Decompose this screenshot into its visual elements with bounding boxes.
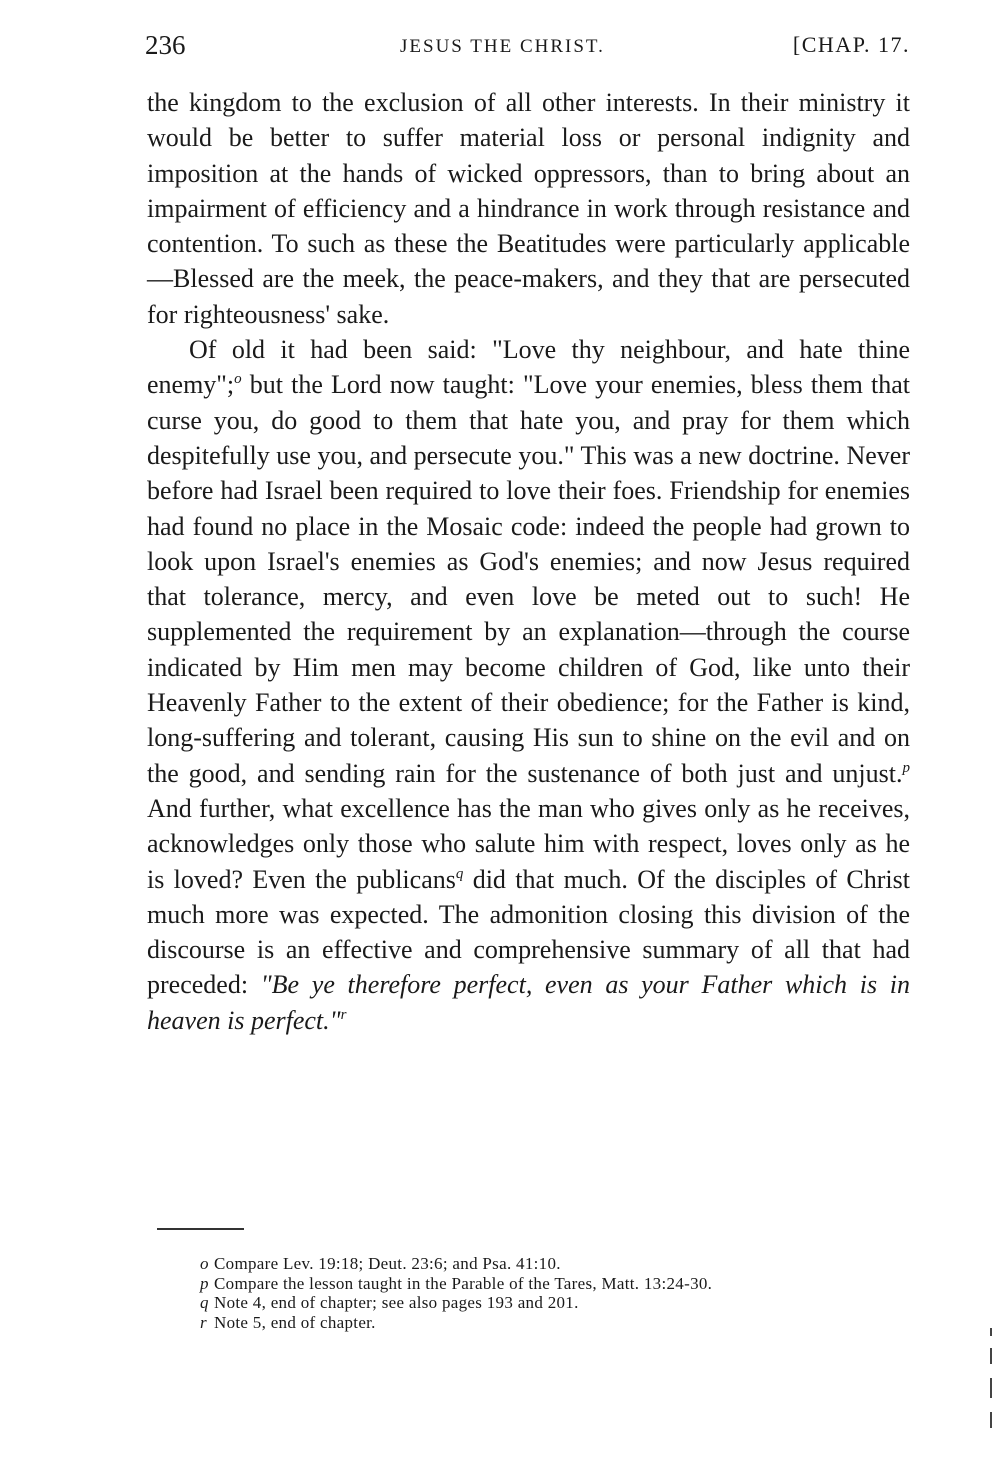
page-header <box>145 30 910 62</box>
footnote-text: Note 4, end of chapter; see also pages 193 and 201. <box>214 1293 579 1312</box>
footnote-ref-q[interactable]: q <box>455 865 464 882</box>
paragraph-2 <box>147 332 910 1038</box>
footnote-p <box>200 1274 920 1294</box>
footnote-q <box>200 1293 920 1313</box>
scan-edge-mark <box>990 1378 992 1398</box>
paragraph-1: the kingdom to the exclusion of all other interests. In their ministry it would be better to suffer material loss or personal indignity and imposition at the hands of wicked oppressors, than to bring about an impairment of efficiency and a hindrance in work through resistance and contention. To such as these the Beatitudes were particularly applicable—Blessed are the meek, the peace-makers, and they that are persecuted for righteousness' sake. <box>147 88 910 329</box>
paragraph-2-segment-1: Of old it had been said: "Love thy neighbour, and hate thine enemy"; <box>147 335 910 400</box>
footnote-divider <box>157 1228 244 1230</box>
footnote-r <box>200 1313 920 1333</box>
paragraph-2-segment-4: did that much. Of the disciples of Christ much more was expected. The admonition closing this division of the discourse is an effective and comprehensive summary of all that had preceded: <box>147 864 910 1000</box>
footnotes <box>200 1254 920 1332</box>
footnote-ref-o[interactable]: o <box>234 371 242 388</box>
scan-edge-mark <box>990 1412 992 1428</box>
footnote-text: Compare Lev. 19:18; Deut. 23:6; and Psa. 41:10. <box>214 1254 561 1273</box>
page-number: 236 <box>145 30 186 60</box>
footnote-mark: q <box>200 1293 209 1312</box>
footnote-o <box>200 1254 920 1274</box>
footnote-ref-p[interactable]: p <box>902 759 910 776</box>
italic-quote: "Be ye therefore perfect, even as your Father which is in heaven is perfect." <box>147 970 911 1035</box>
body-text <box>147 85 910 1038</box>
paragraph-2-segment-3: And further, what excellence has the man who gives only as he receives, acknowledges only those who salute him with respect, loves only as he is loved? Even the publicans <box>147 793 910 894</box>
scan-edge-mark <box>990 1328 992 1336</box>
footnote-mark: p <box>200 1273 209 1293</box>
footnote-ref-r[interactable]: r <box>340 1006 347 1023</box>
chapter-label: [CHAP. 17. <box>792 32 910 57</box>
running-title: JESUS THE CHRIST. <box>400 36 605 57</box>
footnote-mark: o <box>200 1254 209 1273</box>
scan-edge-mark <box>990 1348 992 1364</box>
footnote-text: Compare the lesson taught in the Parable of the Tares, Matt. 13:24-30. <box>214 1273 713 1293</box>
paragraph-2-segment-2: but the Lord now taught: "Love your enemies, bless them that curse you, do good to them that hate you, and pray for them which despitefully use you, and persecute you." This was a new doctrine. Never before had Israel been required to love their foes. Friendship for enemies had found no place in the Mosaic code: indeed the people had grown to look upon Israel's enemies as God's enemies; and now Jesus required that tolerance, mercy, and even love be meted out to such! He supplemented the requirement by an explanation—through the course indicated by Him men may become children of God, like unto their Heavenly Father to the extent of their obedience; for the Father is kind, long-suffering and tolerant, causing His sun to shine on the evil and on the good, and sending rain for the sustenance of both just and unjust. <box>147 370 910 788</box>
footnote-text: Note 5, end of chapter. <box>214 1312 376 1332</box>
footnote-mark: r <box>200 1312 207 1332</box>
